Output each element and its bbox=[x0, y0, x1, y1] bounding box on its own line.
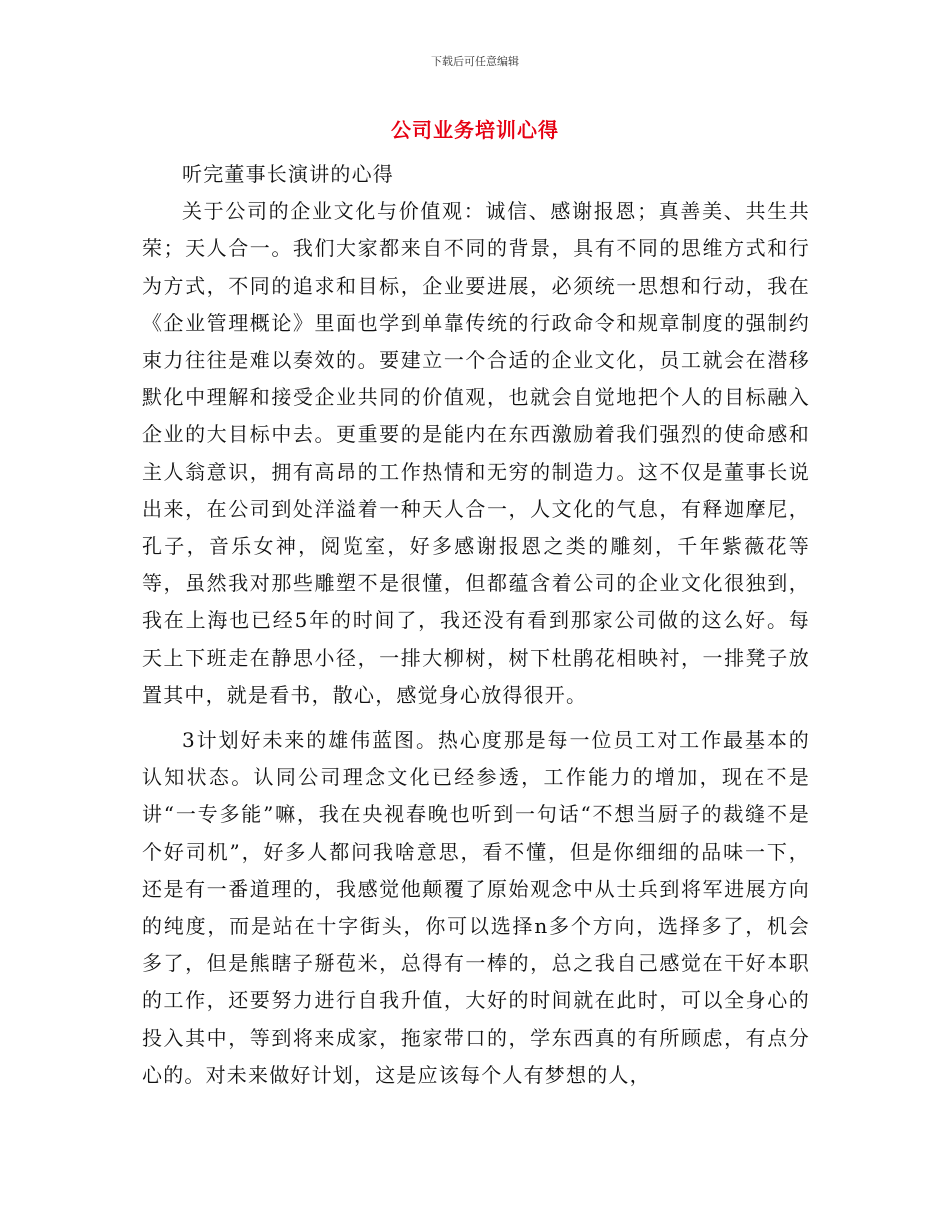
header-note: 下载后可任意编辑 bbox=[431, 55, 519, 68]
subtitle-paragraph: 听完董事长演讲的心得 bbox=[182, 162, 394, 186]
document-body bbox=[142, 156, 810, 1094]
body-paragraph: 3计划好未来的雄伟蓝图。热心度那是每一位员工对工作最基本的认知状态。认同公司理念文化已经参透，工作能力的增加，现在不是讲“一专多能”嘛，我在央视春晚也听到一句话“不想当厨子的裁缝不是个好司机”，好多人都问我啥意思，看不懂，但是你细细的品味一下，还是有一番道理的，我感觉他颠覆了原始观念中从士兵到将军进展方向的纯度，而是站在十字街头，你可以选择n多个方向，选择多了，机会多了，但是熊瞎子掰苞米，总得有一棒的，总之我自己感觉在干好本职的工作，还要努力进行自我升值，大好的时间就在此时，可以全身心的投入其中，等到将来成家，拖家带口的，学东西真的有所顾虑，有点分心的。对未来做好计划，这是应该每个人有梦想的人， bbox=[142, 728, 810, 1087]
page-title: 公司业务培训心得 bbox=[391, 118, 559, 142]
body-paragraph: 关于公司的企业文化与价值观：诚信、感谢报恩；真善美、共生共荣；天人合一。我们大家都来自不同的背景，具有不同的思维方式和行为方式，不同的追求和目标，企业要进展，必须统一思想和行动，我在《企业管理概论》里面也学到单靠传统的行政命令和规章制度的强制约束力往往是难以奏效的。要建立一个合适的企业文化，员工就会在潜移默化中理解和接受企业共同的价值观，也就会自觉地把个人的目标融入企业的大目标中去。更重要的是能内在东西激励着我们强烈的使命感和主人翁意识，拥有高昂的工作热情和无穷的制造力。这不仅是董事长说出来，在公司到处洋溢着一种天人合一，人文化的气息，有释迦摩尼，孔子，音乐女神，阅览室，好多感谢报恩之类的雕刻，千年紫薇花等等，虽然我对那些雕塑不是很懂，但都蕴含着公司的企业文化很独到，我在上海也已经5年的时间了，我还没有看到那家公司做的这么好。每天上下班走在静思小径，一排大柳树，树下杜鹃花相映衬，一排凳子放置其中，就是看书，散心，感觉身心放得很开。 bbox=[142, 199, 810, 707]
